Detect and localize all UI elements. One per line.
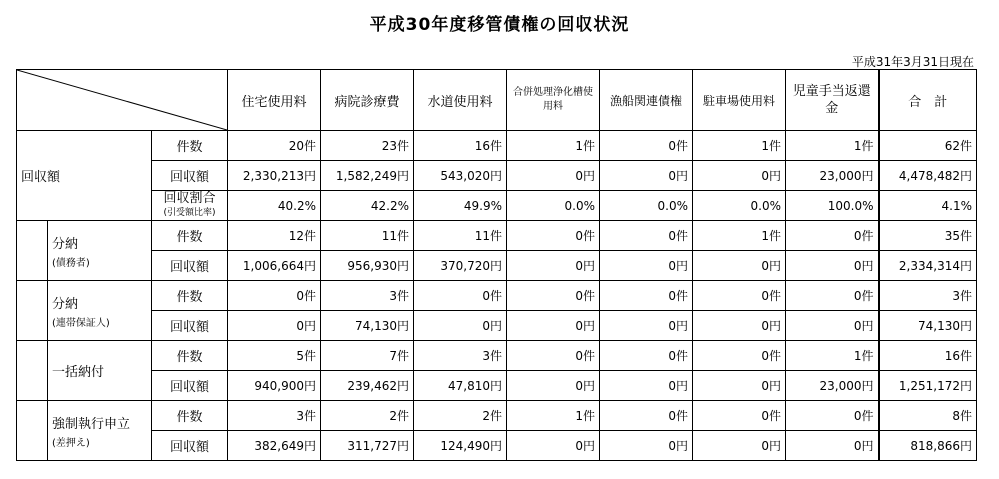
- header-parking: 駐車場使用料: [693, 70, 786, 131]
- value-hospital: 11件: [321, 221, 414, 251]
- value-hospital: 74,130円: [321, 311, 414, 341]
- value-housing: 382,649円: [228, 431, 321, 461]
- group-label: [17, 341, 152, 401]
- value-water: 0円: [414, 311, 507, 341]
- value-hospital: 311,727円: [321, 431, 414, 461]
- value-total: 62件: [879, 131, 977, 161]
- value-hospital: 42.2%: [321, 191, 414, 221]
- group-row: [17, 281, 977, 311]
- value-septic: 0円: [507, 371, 600, 401]
- value-hospital: 239,462円: [321, 371, 414, 401]
- value-septic: 0円: [507, 431, 600, 461]
- group-label-sub: (債務者): [52, 257, 90, 269]
- group-label-text: [48, 341, 104, 400]
- page-title: 平成30年度移管債権の回収状況: [369, 15, 630, 35]
- group-label-wrap: [17, 281, 151, 340]
- value-water: 11件: [414, 221, 507, 251]
- row-label: [152, 191, 228, 221]
- value-child-allowance: 0件: [786, 281, 879, 311]
- group-label-main: 分納: [52, 296, 79, 312]
- collection-table: [16, 69, 977, 461]
- header-fishing: 漁船関連債権: [600, 70, 693, 131]
- group-label-wrap: [17, 341, 151, 400]
- value-child-allowance: 0円: [786, 431, 879, 461]
- value-septic: 0円: [507, 161, 600, 191]
- diagonal-line: [17, 70, 227, 130]
- value-total: 2,334,314円: [879, 251, 977, 281]
- main-row: [17, 131, 977, 161]
- group-label-main: 分納: [52, 236, 79, 252]
- value-fishing: 0件: [600, 131, 693, 161]
- corner-cell: [17, 70, 228, 131]
- value-hospital: 3件: [321, 281, 414, 311]
- group-label-text: [48, 221, 90, 280]
- value-total: 1,251,172円: [879, 371, 977, 401]
- header-child-allowance: 児童手当返還金: [786, 70, 879, 131]
- group-label: [17, 221, 152, 281]
- value-total: 4.1%: [879, 191, 977, 221]
- value-housing: 5件: [228, 341, 321, 371]
- value-child-allowance: 1件: [786, 131, 879, 161]
- row-label: 回収額: [152, 161, 228, 191]
- value-parking: 1件: [693, 221, 786, 251]
- value-water: 0件: [414, 281, 507, 311]
- value-total: 4,478,482円: [879, 161, 977, 191]
- value-fishing: 0円: [600, 431, 693, 461]
- indent-spacer: [17, 401, 48, 461]
- value-septic: 1件: [507, 131, 600, 161]
- header-total: 合 計: [879, 70, 977, 131]
- value-parking: 0円: [693, 371, 786, 401]
- value-housing: 0件: [228, 281, 321, 311]
- value-hospital: 7件: [321, 341, 414, 371]
- value-fishing: 0円: [600, 371, 693, 401]
- value-child-allowance: 0件: [786, 401, 879, 431]
- group-label-wrap: [17, 221, 151, 280]
- value-parking: 0円: [693, 161, 786, 191]
- value-water: 370,720円: [414, 251, 507, 281]
- value-parking: 0円: [693, 431, 786, 461]
- value-housing: 940,900円: [228, 371, 321, 401]
- group-label-wrap: [17, 401, 151, 460]
- header-row: [17, 70, 977, 131]
- group-label-sub: (連帯保証人): [52, 317, 110, 329]
- value-child-allowance: 23,000円: [786, 161, 879, 191]
- value-housing: 40.2%: [228, 191, 321, 221]
- value-fishing: 0件: [600, 401, 693, 431]
- row-label: 件数: [152, 281, 228, 311]
- value-fishing: 0件: [600, 221, 693, 251]
- value-parking: 0円: [693, 311, 786, 341]
- indent-spacer: [17, 341, 48, 401]
- group-label: [17, 401, 152, 461]
- value-water: 543,020円: [414, 161, 507, 191]
- value-child-allowance: 1件: [786, 341, 879, 371]
- header-septic: 合併処理浄化槽使用料: [507, 70, 600, 131]
- group-row: [17, 221, 977, 251]
- value-child-allowance: 0件: [786, 221, 879, 251]
- value-total: 818,866円: [879, 431, 977, 461]
- value-total: 3件: [879, 281, 977, 311]
- value-hospital: 23件: [321, 131, 414, 161]
- main-row: [17, 191, 977, 221]
- value-total: 74,130円: [879, 311, 977, 341]
- group-row: [17, 401, 977, 431]
- row-label: 件数: [152, 341, 228, 371]
- row-label: 回収額: [152, 431, 228, 461]
- value-water: 47,810円: [414, 371, 507, 401]
- value-water: 2件: [414, 401, 507, 431]
- row-label: 回収額: [152, 311, 228, 341]
- value-fishing: 0.0%: [600, 191, 693, 221]
- value-fishing: 0件: [600, 281, 693, 311]
- value-fishing: 0円: [600, 161, 693, 191]
- value-septic: 1件: [507, 401, 600, 431]
- value-water: 124,490円: [414, 431, 507, 461]
- row-label: 件数: [152, 401, 228, 431]
- main-group-label: 回収額: [17, 131, 152, 221]
- value-parking: 0.0%: [693, 191, 786, 221]
- value-fishing: 0円: [600, 251, 693, 281]
- value-septic: 0.0%: [507, 191, 600, 221]
- row-label: 件数: [152, 131, 228, 161]
- group-row: [17, 341, 977, 371]
- value-parking: 0件: [693, 341, 786, 371]
- header-housing: 住宅使用料: [228, 70, 321, 131]
- row-label-sub: (引受額比率): [163, 207, 216, 218]
- value-hospital: 2件: [321, 401, 414, 431]
- value-hospital: 1,582,249円: [321, 161, 414, 191]
- group-row: [17, 371, 977, 401]
- value-total: 35件: [879, 221, 977, 251]
- row-label: 回収額: [152, 371, 228, 401]
- value-child-allowance: 0円: [786, 311, 879, 341]
- group-label: [17, 281, 152, 341]
- value-parking: 0件: [693, 281, 786, 311]
- group-label-main: 強制執行申立: [52, 416, 131, 432]
- group-label-text: [48, 281, 110, 340]
- value-housing: 1,006,664円: [228, 251, 321, 281]
- value-water: 3件: [414, 341, 507, 371]
- row-label: 回収額: [152, 251, 228, 281]
- value-water: 16件: [414, 131, 507, 161]
- row-label: 件数: [152, 221, 228, 251]
- group-label-main: 一括納付: [52, 365, 105, 380]
- value-fishing: 0円: [600, 311, 693, 341]
- value-child-allowance: 0円: [786, 251, 879, 281]
- indent-spacer: [17, 221, 48, 281]
- value-septic: 0件: [507, 281, 600, 311]
- value-septic: 0件: [507, 341, 600, 371]
- as-of-date: 平成31年3月31日現在: [851, 55, 974, 69]
- group-label-sub: (差押え): [52, 437, 90, 449]
- row-label-main: 回収割合: [163, 190, 216, 206]
- value-total: 16件: [879, 341, 977, 371]
- value-parking: 0円: [693, 251, 786, 281]
- group-row: [17, 251, 977, 281]
- group-label-text: [48, 401, 130, 460]
- value-child-allowance: 23,000円: [786, 371, 879, 401]
- value-total: 8件: [879, 401, 977, 431]
- value-housing: 2,330,213円: [228, 161, 321, 191]
- value-septic: 0件: [507, 221, 600, 251]
- group-row: [17, 311, 977, 341]
- value-housing: 0円: [228, 311, 321, 341]
- value-parking: 1件: [693, 131, 786, 161]
- value-housing: 12件: [228, 221, 321, 251]
- group-row: [17, 431, 977, 461]
- value-hospital: 956,930円: [321, 251, 414, 281]
- value-parking: 0件: [693, 401, 786, 431]
- indent-spacer: [17, 281, 48, 341]
- value-child-allowance: 100.0%: [786, 191, 879, 221]
- header-water: 水道使用料: [414, 70, 507, 131]
- header-hospital: 病院診療費: [321, 70, 414, 131]
- value-fishing: 0件: [600, 341, 693, 371]
- value-septic: 0円: [507, 251, 600, 281]
- value-water: 49.9%: [414, 191, 507, 221]
- value-septic: 0円: [507, 311, 600, 341]
- value-housing: 20件: [228, 131, 321, 161]
- main-row: [17, 161, 977, 191]
- value-housing: 3件: [228, 401, 321, 431]
